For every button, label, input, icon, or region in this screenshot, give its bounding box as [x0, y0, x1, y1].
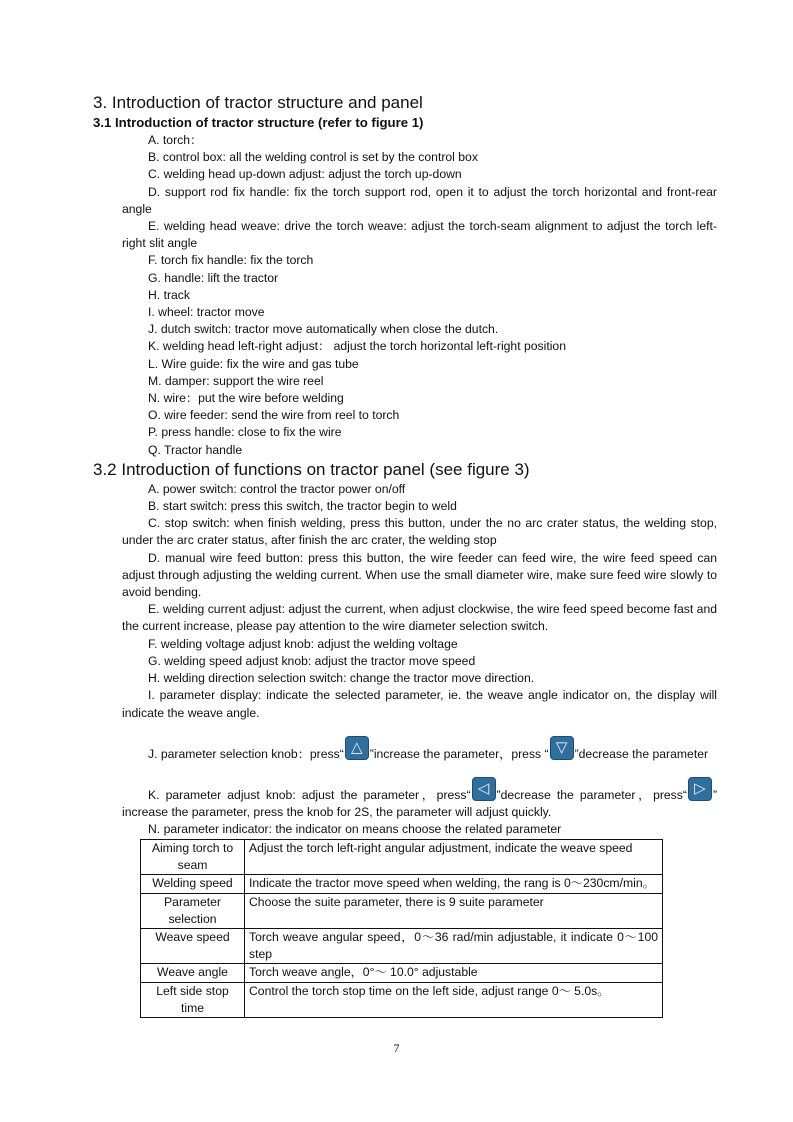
parameter-description: Indicate the tractor move speed when welding, the rang is 0～230cm/min。	[245, 875, 663, 893]
parameter-name: Aiming torch to seam	[141, 840, 245, 875]
panel-item: E. welding current adjust: adjust the current, when adjust clockwise, the wire feed speed become fast and the current increase, please pay attention to the wire diameter selection switch.	[122, 602, 717, 634]
panel-item: I. parameter display: indicate the selected parameter, ie. the weave angle indicator on, the display will indicate the weave angle.	[122, 688, 717, 720]
item-j-text-a: J. parameter selection knob：press“	[148, 746, 344, 761]
table-row	[141, 964, 663, 982]
item-n: N. parameter indicator: the indicator on means choose the related parameter	[148, 822, 562, 837]
panel-item: B. start switch: press this switch, the tractor begin to weld	[148, 499, 457, 514]
item-k	[122, 777, 717, 821]
panel-item: H. welding direction selection switch: change the tractor move direction.	[148, 671, 535, 686]
structure-item: A. torch：	[148, 133, 203, 147]
item-j	[122, 736, 717, 763]
structure-item: F. torch fix handle: fix the torch	[148, 253, 314, 268]
left-arrow-icon: ◁	[472, 777, 496, 801]
structure-item: K. welding head left-right adjust： adjust the torch horizontal left-right position	[148, 339, 566, 354]
table-row	[141, 840, 663, 875]
structure-item: B. control box: all the welding control is set by the control box	[148, 150, 478, 165]
structure-item: O. wire feeder: send the wire from reel to torch	[148, 408, 400, 423]
structure-item: L. Wire guide: fix the wire and gas tube	[148, 356, 359, 371]
parameter-name: Welding speed	[141, 875, 245, 893]
parameter-name: Parameter selection	[141, 893, 245, 928]
table-row	[141, 982, 663, 1017]
down-arrow-icon: ▽	[550, 736, 574, 760]
section-3-1-heading: 3.1 Introduction of tractor structure (refer to figure 1)	[93, 115, 424, 130]
parameter-description: Torch weave angular speed，0～36 rad/min adjustable, it indicate 0～100 step	[245, 929, 663, 964]
panel-list	[122, 481, 717, 722]
structure-item: P. press handle: close to fix the wire	[148, 425, 342, 440]
structure-item: I. wheel: tractor move	[148, 305, 265, 320]
page-number: 7	[393, 1041, 400, 1055]
structure-item: J. dutch switch: tractor move automatically when close the dutch.	[148, 322, 499, 337]
structure-item: C. welding head up-down adjust: adjust the torch up-down	[148, 167, 462, 182]
structure-list	[122, 132, 717, 459]
table-row	[141, 875, 663, 893]
page-content	[93, 92, 717, 839]
structure-item: E. welding head weave: drive the torch weave: adjust the torch-seam alignment to adjust the torch left-right slit angle	[122, 219, 717, 251]
parameter-name: Left side stop time	[141, 982, 245, 1017]
item-k-text-b: ”decrease the parameter，press“	[496, 787, 687, 802]
item-j-text-b: ”increase the parameter，press “	[369, 746, 549, 761]
panel-item: G. welding speed adjust knob: adjust the tractor move speed	[148, 653, 476, 668]
structure-item: G. handle: lift the tractor	[148, 270, 279, 285]
parameter-description: Adjust the torch left-right angular adjustment, indicate the weave speed	[245, 840, 663, 875]
structure-item: M. damper: support the wire reel	[148, 373, 324, 388]
parameter-name: Weave speed	[141, 929, 245, 964]
parameter-description: Choose the suite parameter, there is 9 suite parameter	[245, 893, 663, 928]
structure-item: H. track	[148, 287, 190, 302]
structure-item: N. wire：put the wire before welding	[148, 391, 344, 406]
panel-item: F. welding voltage adjust knob: adjust the welding voltage	[148, 636, 458, 651]
parameter-name: Weave angle	[141, 964, 245, 982]
up-arrow-icon: △	[345, 736, 369, 760]
structure-item: Q. Tractor handle	[148, 442, 243, 457]
panel-item: C. stop switch: when finish welding, press this button, under the no arc crater status, the welding stop, under the arc crater status, after finish the arc crater, the welding stop	[122, 516, 717, 548]
item-j-text-c: ”decrease the parameter	[574, 746, 709, 761]
structure-item: D. support rod fix handle: fix the torch support rod, open it to adjust the torch horizontal and front-rear angle	[122, 184, 717, 216]
item-k-text-a: K. parameter adjust knob: adjust the parameter，press“	[148, 787, 471, 802]
table-row	[141, 893, 663, 928]
parameter-description: Torch weave angle，0°～ 10.0° adjustable	[245, 964, 663, 982]
parameter-table	[140, 839, 663, 1018]
panel-item: A. power switch: control the tractor power on/off	[148, 481, 406, 496]
item-k-text-c: ” increase the parameter, press the knob for 2S, the parameter will adjust quickly.	[122, 787, 717, 820]
panel-item: D. manual wire feed button: press this button, the wire feeder can feed wire, the wire feed speed can adjust through adjusting the welding current. When use the small diameter wire, make sure feed wire slowly to avoid bending.	[122, 550, 717, 600]
right-arrow-icon: ▷	[688, 777, 712, 801]
parameter-description: Control the torch stop time on the left side, adjust range 0～ 5.0s。	[245, 982, 663, 1017]
section-3-2-heading: 3.2 Introduction of functions on tractor panel (see figure 3)	[93, 459, 530, 479]
table-row	[141, 929, 663, 964]
section-3-heading: 3. Introduction of tractor structure and panel	[93, 93, 423, 112]
